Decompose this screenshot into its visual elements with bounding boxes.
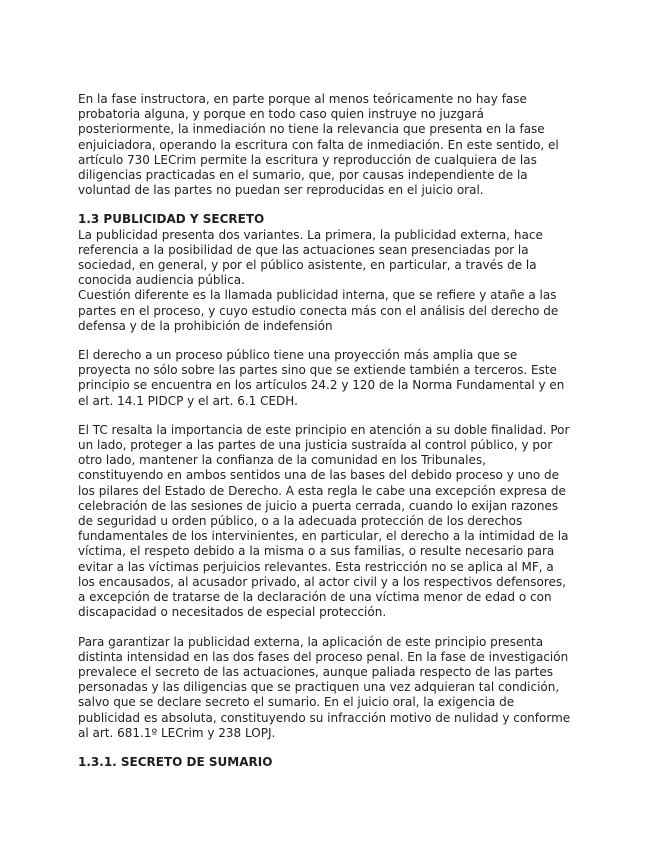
- section-heading-publicidad: 1.3 PUBLICIDAD Y SECRETO: [78, 212, 265, 227]
- document-page: [78, 92, 573, 770]
- paragraph-garantizar-publicidad: Para garantizar la publicidad externa, la aplicación de este principio presenta distinta intensidad en las dos fases del proceso penal. En la fase de investigación prevalece el secreto de las actuaciones, aunque paliada respecto de las partes personadas y las diligencias que se practiquen una vez adquieran tal condición, salvo que se declare secreto el sumario. En el juicio oral, la exigencia de publicidad es absoluta, constituyendo su infracción motivo de nulidad y conforme al art. 681.1º LECrim y 238 LOPJ.: [78, 634, 571, 740]
- paragraph-proceso-publico: El derecho a un proceso público tiene una proyección más amplia que se proyecta no sólo sobre las partes sino que se extiende también a terceros. Este principio se encuentra en los artículos 24.2 y 120 de la Norma Fundamental y en el art. 14.1 PIDCP y el art. 6.1 CEDH.: [78, 348, 565, 408]
- paragraph-publicidad-externa: La publicidad presenta dos variantes. La primera, la publicidad externa, hace referencia a la posibilidad de que las actuaciones sean presenciadas por la sociedad, en general, y por el público asistente, en particular, a través de la conocida audiencia pública.: [78, 227, 543, 288]
- section-heading-secreto-sumario: 1.3.1. SECRETO DE SUMARIO: [78, 754, 273, 769]
- paragraph-publicidad-interna: Cuestión diferente es la llamada publicidad interna, que se refiere y atañe a las partes en el proceso, y cuyo estudio conecta más con el análisis del derecho de defensa y de la prohibición de indefensión: [78, 288, 559, 333]
- paragraph-tc-importancia: El TC resalta la importancia de este principio en atención a su doble finalidad. Por un lado, proteger a las partes de una justicia sustraída al control público, y por otro lado, mantener la confianza de la comunidad en los Tribunales, constituyendo en ambos sentidos una de las bases del debido proceso y uno de los pilares del Estado de Derecho. A esta regla le cabe una excepción expresa de celebración de las sesiones de juicio a puerta cerrada, cuando lo exijan razones de seguridad u orden público, o a la adecuada protección de los derechos fundamentales de los intervinientes, en particular, el derecho a la intimidad de la víctima, el respeto debido a la misma o a sus familias, o resulte necesario para evitar a las víctimas perjuicios relevantes. Esta restricción no se aplica al MF, a los encausados, al acusador privado, al actor civil y a los respectivos defensores, a excepción de tratarse de la declaración de una víctima menor de edad o con discapacidad o necesitados de especial protección.: [78, 422, 570, 620]
- paragraph-inmediacion: En la fase instructora, en parte porque al menos teóricamente no hay fase probatoria alguna, y porque en todo caso quien instruye no juzgará posteriormente, la inmediación no tiene la relevancia que presenta en la fase enjuiciadora, operando la escritura con falta de inmediación. En este sentido, el artículo 730 LECrim permite la escritura y reproducción de cualquiera de las diligencias practicadas en el sumario, que, por causas independiente de la voluntad de las partes no puedan ser reproducidas en el juicio oral.: [78, 92, 559, 198]
- section-body-publicidad: [78, 228, 573, 334]
